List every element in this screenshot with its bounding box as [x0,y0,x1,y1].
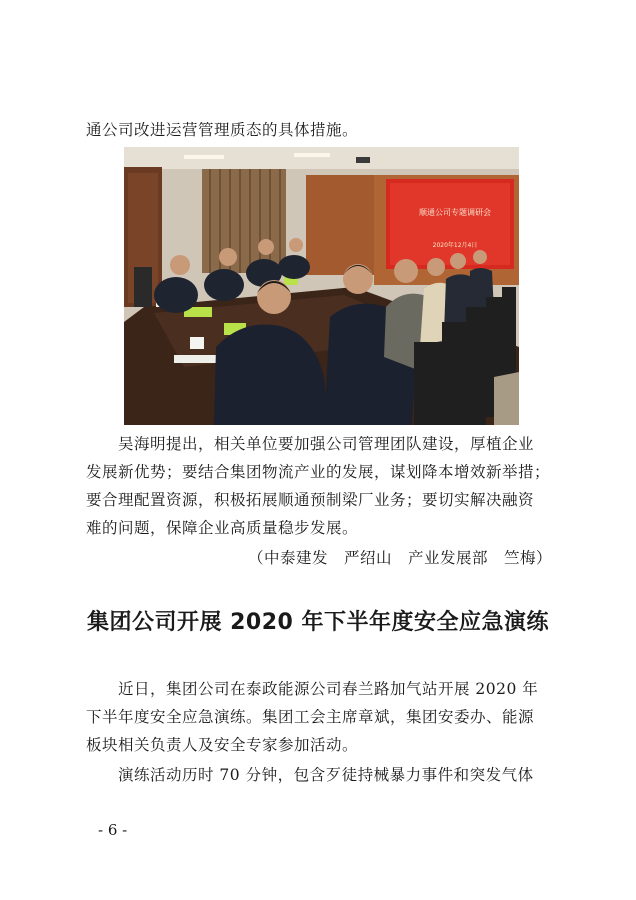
paragraph1-line3: 要合理配置资源，积极拓展顺通预制梁厂业务；要切实解决融资 [86,491,535,509]
article-title: 集团公司开展 2020 年下半年度安全应急演练 [86,610,550,635]
meeting-photo [124,147,519,425]
paragraph3-line1: 演练活动历时 70 分钟，包含歹徒持械暴力事件和突发气体 [118,766,534,784]
paragraph2-line2: 下半年度安全应急演练。集团工会主席章斌，集团安委办、能源 [86,708,535,726]
paragraph1-line1: 吴海明提出，相关单位要加强公司管理团队建设，厚植企业 [118,435,535,453]
page-number: - 6 - [98,821,128,839]
intro-line: 通公司改进运营管理质态的具体措施。 [86,121,359,139]
screen-title: 顺通公司专题调研会 [419,208,491,217]
paragraph2-line1: 近日，集团公司在泰政能源公司春兰路加气站开展 2020 年 [118,680,539,698]
meeting-photo-drawing [124,147,519,425]
paragraph1-line2: 发展新优势；要结合集团物流产业的发展，谋划降本增效新举措； [86,463,551,481]
screen-date: 2020年12月4日 [432,242,478,249]
paragraph1-line4: 难的问题，保障企业高质量稳步发展。 [86,519,359,537]
byline: （中泰建发 严绍山 产业发展部 竺梅） [247,549,552,567]
paragraph2-line3: 板块相关负责人及安全专家参加活动。 [86,736,359,754]
